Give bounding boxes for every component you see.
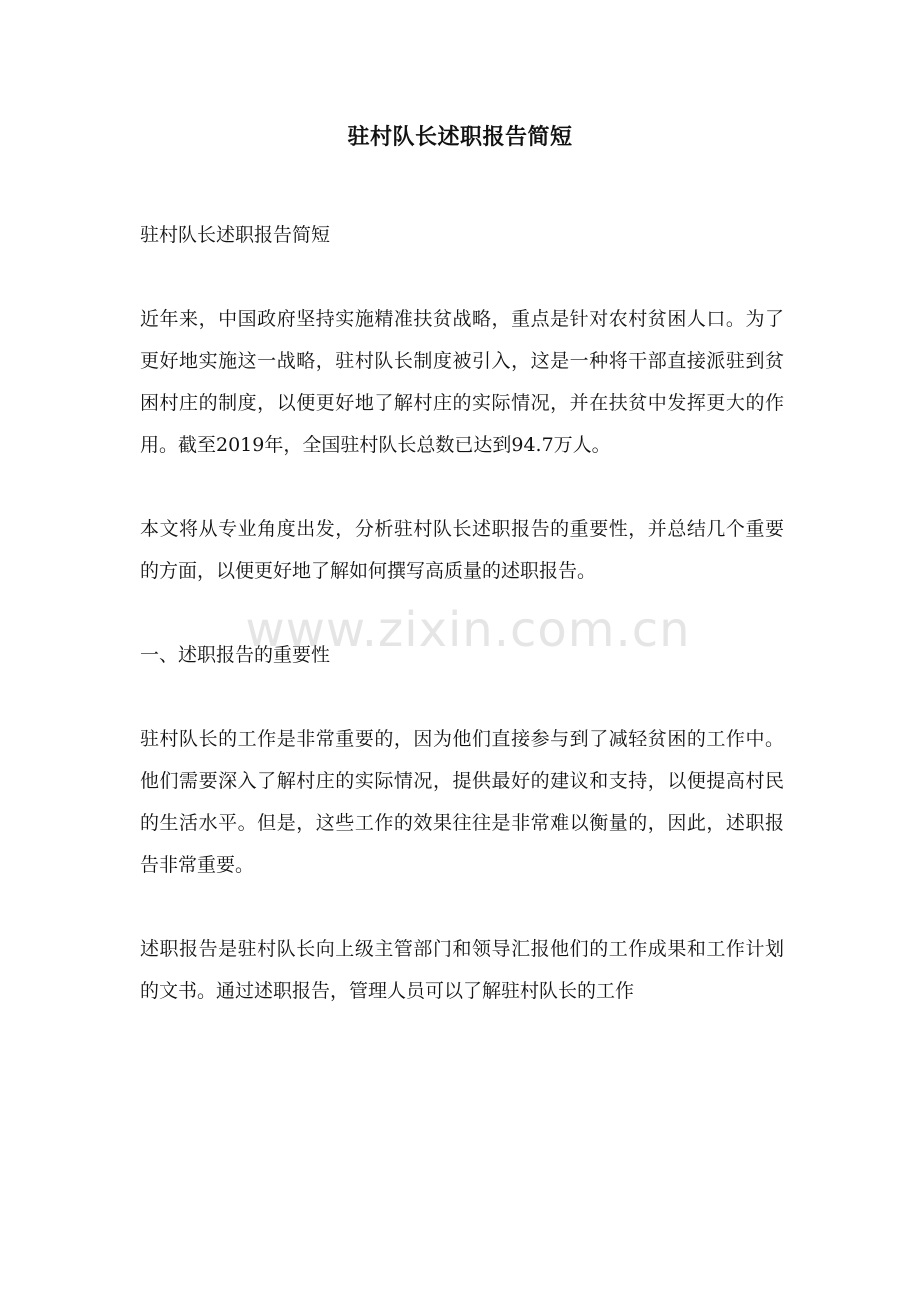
paragraph-intro: 近年来，中国政府坚持实施精准扶贫战略，重点是针对农村贫困人口。为了更好地实施这一战略，驻村队长制度被引入，这是一种将干部直接派驻到贫困村庄的制度，以便更好地了解村庄的实际情况，并在扶贫中发挥更大的作用。截至2019年，全国驻村队长总数已达到94.7万人。 [140,308,784,456]
document-body [140,214,784,1012]
paragraph-report-definition: 述职报告是驻村队长向上级主管部门和领导汇报他们的工作成果和工作计划的文书。通过述职报告，管理人员可以了解驻村队长的工作 [140,938,784,1002]
document-subtitle: 驻村队长述职报告简短 [140,224,331,246]
paragraph-purpose: 本文将从专业角度出发，分析驻村队长述职报告的重要性，并总结几个重要的方面，以便更好地了解如何撰写高质量的述职报告。 [140,518,784,582]
section-heading: 一、述职报告的重要性 [140,644,331,666]
paragraph-spacer [140,676,784,718]
paragraph-spacer [140,886,784,928]
paragraph-spacer [140,592,784,634]
paragraph-spacer [140,466,784,508]
paragraph-importance: 驻村队长的工作是非常重要的，因为他们直接参与到了减轻贫困的工作中。他们需要深入了解村庄的实际情况，提供最好的建议和支持，以便提高村民的生活水平。但是，这些工作的效果往往是非常难以衡量的，因此，述职报告非常重要。 [140,728,784,876]
document-title: 驻村队长述职报告简短 [347,124,573,150]
watermark: www.zixin.com.cn [245,602,691,658]
